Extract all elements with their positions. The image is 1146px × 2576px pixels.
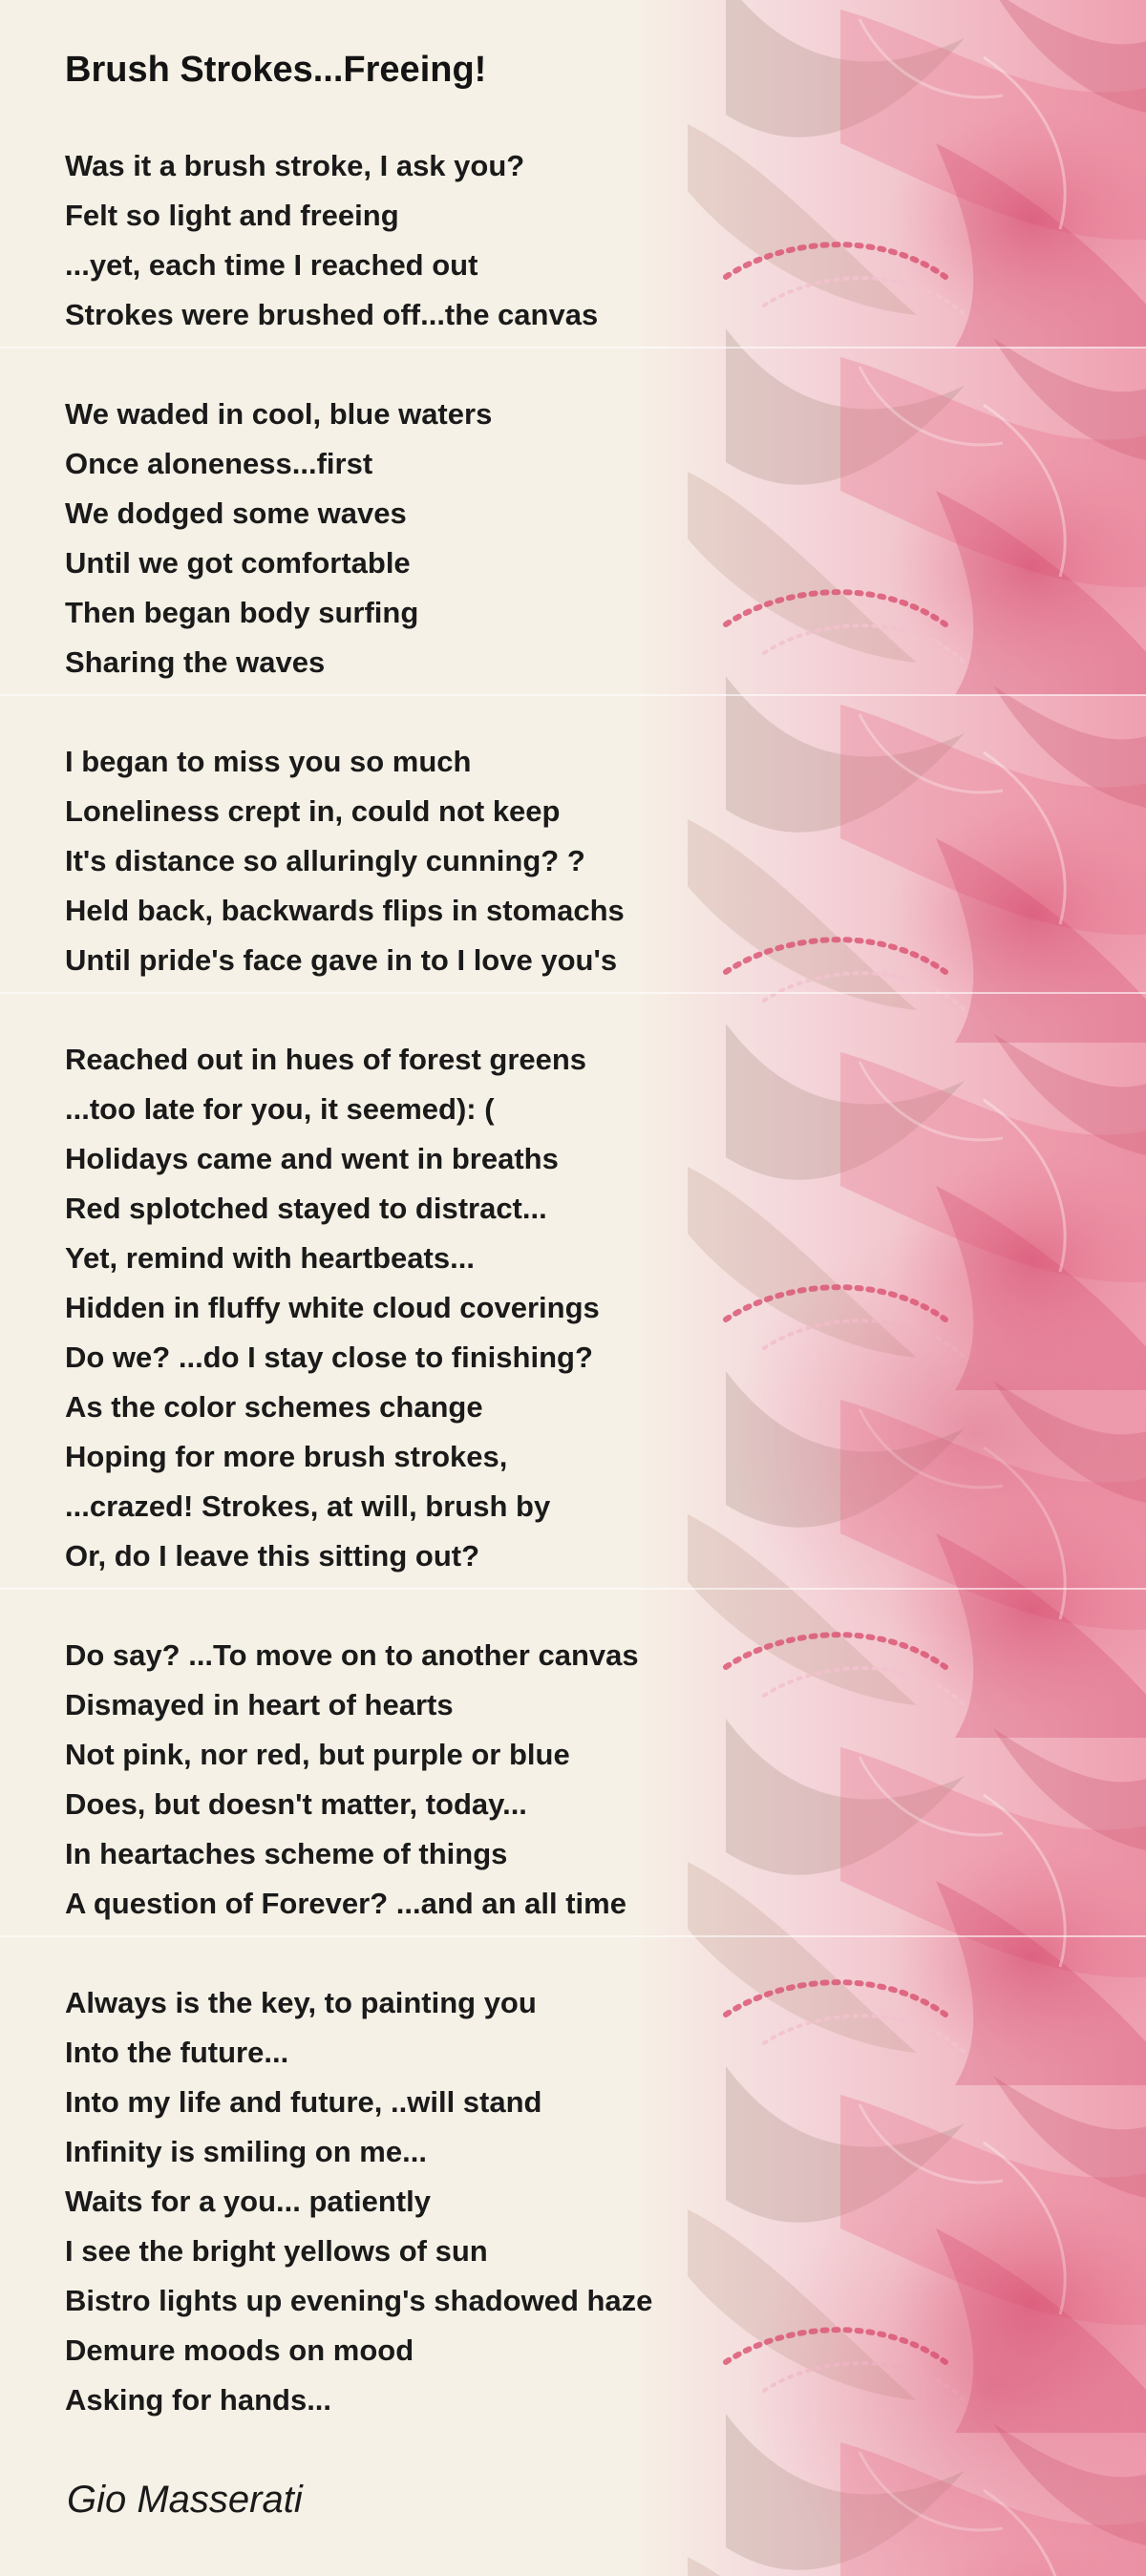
poem-line: Into the future... [65, 2036, 289, 2069]
poem-line: As the color schemes change [65, 1390, 483, 1424]
poem-line: Then began body surfing [65, 596, 419, 629]
poem-line: Does, but doesn't matter, today... [65, 1787, 527, 1821]
poem-line: In heartaches scheme of things [65, 1837, 508, 1870]
poem-line: Sharing the waves [65, 645, 326, 679]
poem-line: Until pride's face gave in to I love you's [65, 943, 618, 977]
poem-line: Not pink, nor red, but purple or blue [65, 1738, 570, 1771]
poem-line: We dodged some waves [65, 496, 407, 530]
poem-line: Was it a brush stroke, I ask you? [65, 149, 525, 182]
poem-line: Hidden in fluffy white cloud coverings [65, 1291, 600, 1324]
poem-line: Waits for a you... patiently [65, 2185, 431, 2218]
poem-line: Infinity is smiling on me... [65, 2135, 427, 2168]
poem-title: Brush Strokes...Freeing! [65, 50, 487, 90]
poem-line: Once aloneness...first [65, 447, 373, 480]
poem-line: It's distance so alluringly cunning? ? [65, 844, 585, 877]
poem-author: Gio Masserati [67, 2479, 303, 2521]
poem-line: Loneliness crept in, could not keep [65, 794, 561, 828]
poem-line: ...crazed! Strokes, at will, brush by [65, 1489, 551, 1523]
poem-line: Dismayed in heart of hearts [65, 1688, 454, 1721]
poem-line: I see the bright yellows of sun [65, 2234, 488, 2268]
poem-line: Felt so light and freeing [65, 199, 399, 232]
poem-line: Into my life and future, ..will stand [65, 2085, 542, 2119]
poem-line: Always is the key, to painting you [65, 1986, 537, 2019]
poem-line: We waded in cool, blue waters [65, 397, 493, 431]
stanza-3 [65, 737, 924, 985]
poem-line: Bistro lights up evening's shadowed haze [65, 2284, 653, 2317]
poem-line: Reached out in hues of forest greens [65, 1043, 587, 1076]
poem-line: Asking for hands... [65, 2383, 332, 2417]
stanza-2 [65, 390, 924, 687]
poem-line: Yet, remind with heartbeats... [65, 1241, 475, 1275]
poem-line: Hoping for more brush strokes, [65, 1440, 508, 1473]
stanza-5 [65, 1631, 924, 1929]
poem-line: Or, do I leave this sitting out? [65, 1539, 480, 1573]
poem-line: A question of Forever? ...and an all time [65, 1887, 626, 1920]
stanza-4 [65, 1035, 924, 1581]
poem-line: Holidays came and went in breaths [65, 1142, 559, 1175]
poem-line: ...too late for you, it seemed): ( [65, 1092, 495, 1126]
poem-line: ...yet, each time I reached out [65, 248, 478, 282]
poem-line: Demure moods on mood [65, 2333, 414, 2367]
poem-line: Do say? ...To move on to another canvas [65, 1638, 639, 1672]
poem-line: Red splotched stayed to distract... [65, 1192, 547, 1225]
poem-line: Do we? ...do I stay close to finishing? [65, 1341, 593, 1374]
stanza-6 [65, 1978, 924, 2425]
poem-line: Until we got comfortable [65, 546, 411, 580]
poem-line: Strokes were brushed off...the canvas [65, 298, 599, 331]
poem-line: I began to miss you so much [65, 745, 472, 778]
stanza-1 [65, 141, 924, 340]
poem-line: Held back, backwards flips in stomachs [65, 894, 625, 927]
